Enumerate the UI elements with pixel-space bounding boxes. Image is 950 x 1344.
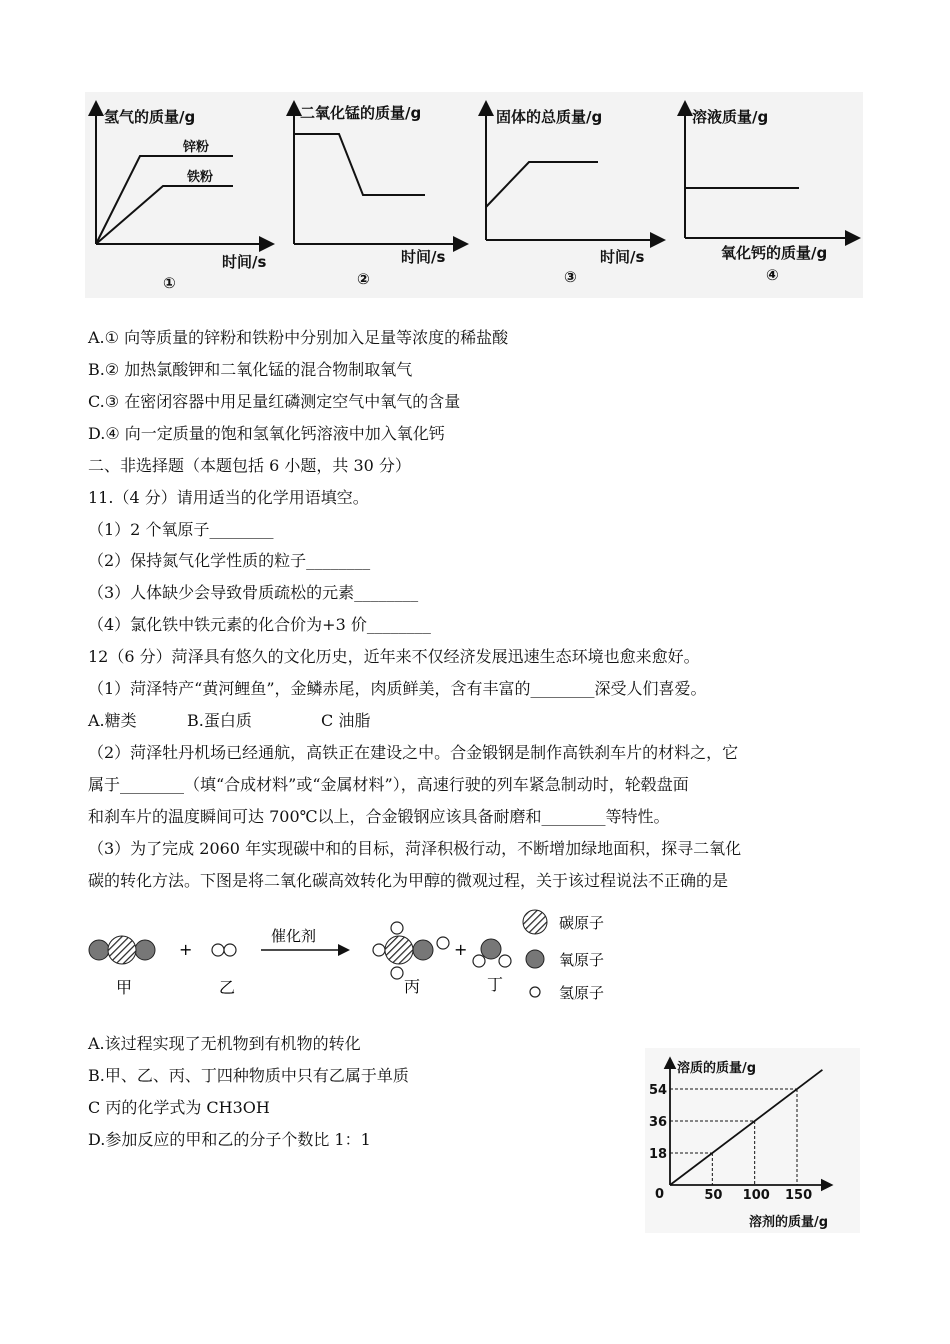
legend-hydrogen-swatch <box>530 987 540 997</box>
solute-x-tick: 50 <box>704 1188 723 1203</box>
catalyst-label: 催化剂 <box>271 927 317 945</box>
molecule-jia <box>89 936 155 964</box>
section-heading: 二、非选择题（本题包括 6 小题，共 30 分） <box>88 456 411 475</box>
graph-1 <box>96 104 271 292</box>
graph-1-series-zinc: 锌粉 <box>183 140 210 155</box>
solute-series-line <box>670 1070 822 1185</box>
q12-part3-option-d: D.参加反应的甲和乙的分子个数比 1：1 <box>88 1130 371 1149</box>
graph-1-iron-line <box>96 186 233 244</box>
solute-origin-label: 0 <box>655 1187 665 1202</box>
legend <box>523 910 604 1002</box>
q10-option-a: A.① 向等质量的锌粉和铁粉中分别加入足量等浓度的稀盐酸 <box>88 328 509 347</box>
q12-part3-line2: 碳的转化方法。下图是将二氧化碳高效转化为甲醇的微观过程，关于该过程说法不正确的是 <box>88 871 729 890</box>
graph-3 <box>486 104 662 286</box>
graph-2-number: ② <box>357 270 370 288</box>
graph-3-number: ③ <box>564 268 577 286</box>
q10-option-b: B.② 加热氯酸钾和二氧化锰的混合物制取氧气 <box>88 360 413 379</box>
graph-4-xlabel: 氧化钙的质量/g <box>721 244 828 262</box>
graph-2-xlabel: 时间/s <box>401 248 446 266</box>
q12-title: 12（6 分）菏泽具有悠久的文化历史，近年来不仅经济发展迅速生态环境也愈来愈好。 <box>88 647 700 666</box>
label-yi: 乙 <box>219 978 236 997</box>
q10-option-d: D.④ 向一定质量的饱和氢氧化钙溶液中加入氧化钙 <box>88 424 445 443</box>
legend-carbon: 碳原子 <box>559 914 605 932</box>
solute-y-tick: 54 <box>649 1083 668 1098</box>
q12-part3-option-c: C 丙的化学式为 CH3OH <box>88 1098 270 1117</box>
q12-part1-option-c: C 油脂 <box>321 711 371 730</box>
reaction-diagram-svg <box>85 895 625 1010</box>
q12-part1: （1）菏泽特产“黄河鲤鱼”，金鳞赤尾，肉质鲜美，含有丰富的________深受人们喜爱。 <box>88 679 707 698</box>
graph-3-ylabel: 固体的总质量/g <box>496 108 603 126</box>
q10-graphs-panel <box>85 92 863 298</box>
graph-4 <box>685 104 857 284</box>
solute-xlabel: 溶剂的质量/g <box>749 1215 829 1230</box>
plus-sign-1: + <box>179 940 193 959</box>
graph-2-ylabel: 二氧化锰的质量/g <box>300 104 422 122</box>
graph-4-number: ④ <box>766 266 779 284</box>
legend-oxygen-swatch <box>526 950 544 968</box>
q11-item-1: （1）2 个氧原子________ <box>88 520 274 539</box>
label-bing: 丙 <box>404 977 421 996</box>
q12-part3-line1: （3）为了完成 2060 年实现碳中和的目标，菏泽积极行动，不断增加绿地面积，探寻二氧化 <box>88 839 742 858</box>
q12-part2-line2: 属于________（填“合成材料”或“金属材料”），高速行驶的列车紧急制动时，轮毂盘面 <box>88 775 689 794</box>
reaction-diagram <box>85 895 625 1010</box>
q12-part2-line1: （2）菏泽牡丹机场已经通航，高铁正在建设之中。合金锻钢是制作高铁刹车片的材料之，它 <box>88 743 739 762</box>
plus-sign-2: + <box>454 940 468 959</box>
label-jia: 甲 <box>116 978 133 997</box>
graph-2-line <box>294 134 425 195</box>
graph-2 <box>294 104 465 288</box>
graph-3-line <box>486 162 598 207</box>
molecule-ding <box>473 939 511 967</box>
solute-x-tick: 150 <box>785 1188 813 1203</box>
q10-graphs-svg <box>85 92 863 298</box>
q11-item-3: （3）人体缺少会导致骨质疏松的元素________ <box>88 583 419 602</box>
q11-title: 11.（4 分）请用适当的化学用语填空。 <box>88 488 369 507</box>
q12-part2-line3: 和刹车片的温度瞬间可达 700℃以上，合金锻钢应该具备耐磨和________等特性。 <box>88 807 670 826</box>
graph-1-ylabel: 氢气的质量/g <box>104 108 196 126</box>
solute-ylabel: 溶质的质量/g <box>677 1061 757 1076</box>
q10-option-c: C.③ 在密闭容器中用足量红磷测定空气中氧气的含量 <box>88 392 461 411</box>
label-ding: 丁 <box>487 975 504 994</box>
solute-x-tick: 100 <box>742 1188 770 1203</box>
graph-3-xlabel: 时间/s <box>600 248 645 266</box>
legend-hydrogen: 氢原子 <box>559 984 605 1002</box>
graph-1-number: ① <box>163 274 176 292</box>
graph-1-xlabel: 时间/s <box>222 253 267 271</box>
solute-chart-panel <box>645 1048 860 1233</box>
q12-part3-option-b: B.甲、乙、丙、丁四种物质中只有乙属于单质 <box>88 1066 409 1085</box>
q11-item-4: （4）氯化铁中铁元素的化合价为+3 价________ <box>88 615 431 634</box>
q12-part1-option-a: A.糖类 <box>88 711 137 730</box>
solute-y-tick: 36 <box>649 1115 668 1130</box>
legend-oxygen: 氧原子 <box>559 951 605 969</box>
molecule-yi <box>212 944 236 956</box>
graph-1-series-iron: 铁粉 <box>187 170 214 185</box>
legend-carbon-swatch <box>523 910 547 934</box>
solute-y-tick: 18 <box>649 1147 668 1162</box>
q12-part3-option-a: A.该过程实现了无机物到有机物的转化 <box>88 1034 361 1053</box>
q11-item-2: （2）保持氮气化学性质的粒子________ <box>88 551 371 570</box>
solute-chart <box>645 1048 860 1233</box>
graph-4-ylabel: 溶液质量/g <box>692 108 769 126</box>
q12-part1-option-b: B.蛋白质 <box>187 711 252 730</box>
molecule-bing <box>373 922 449 979</box>
